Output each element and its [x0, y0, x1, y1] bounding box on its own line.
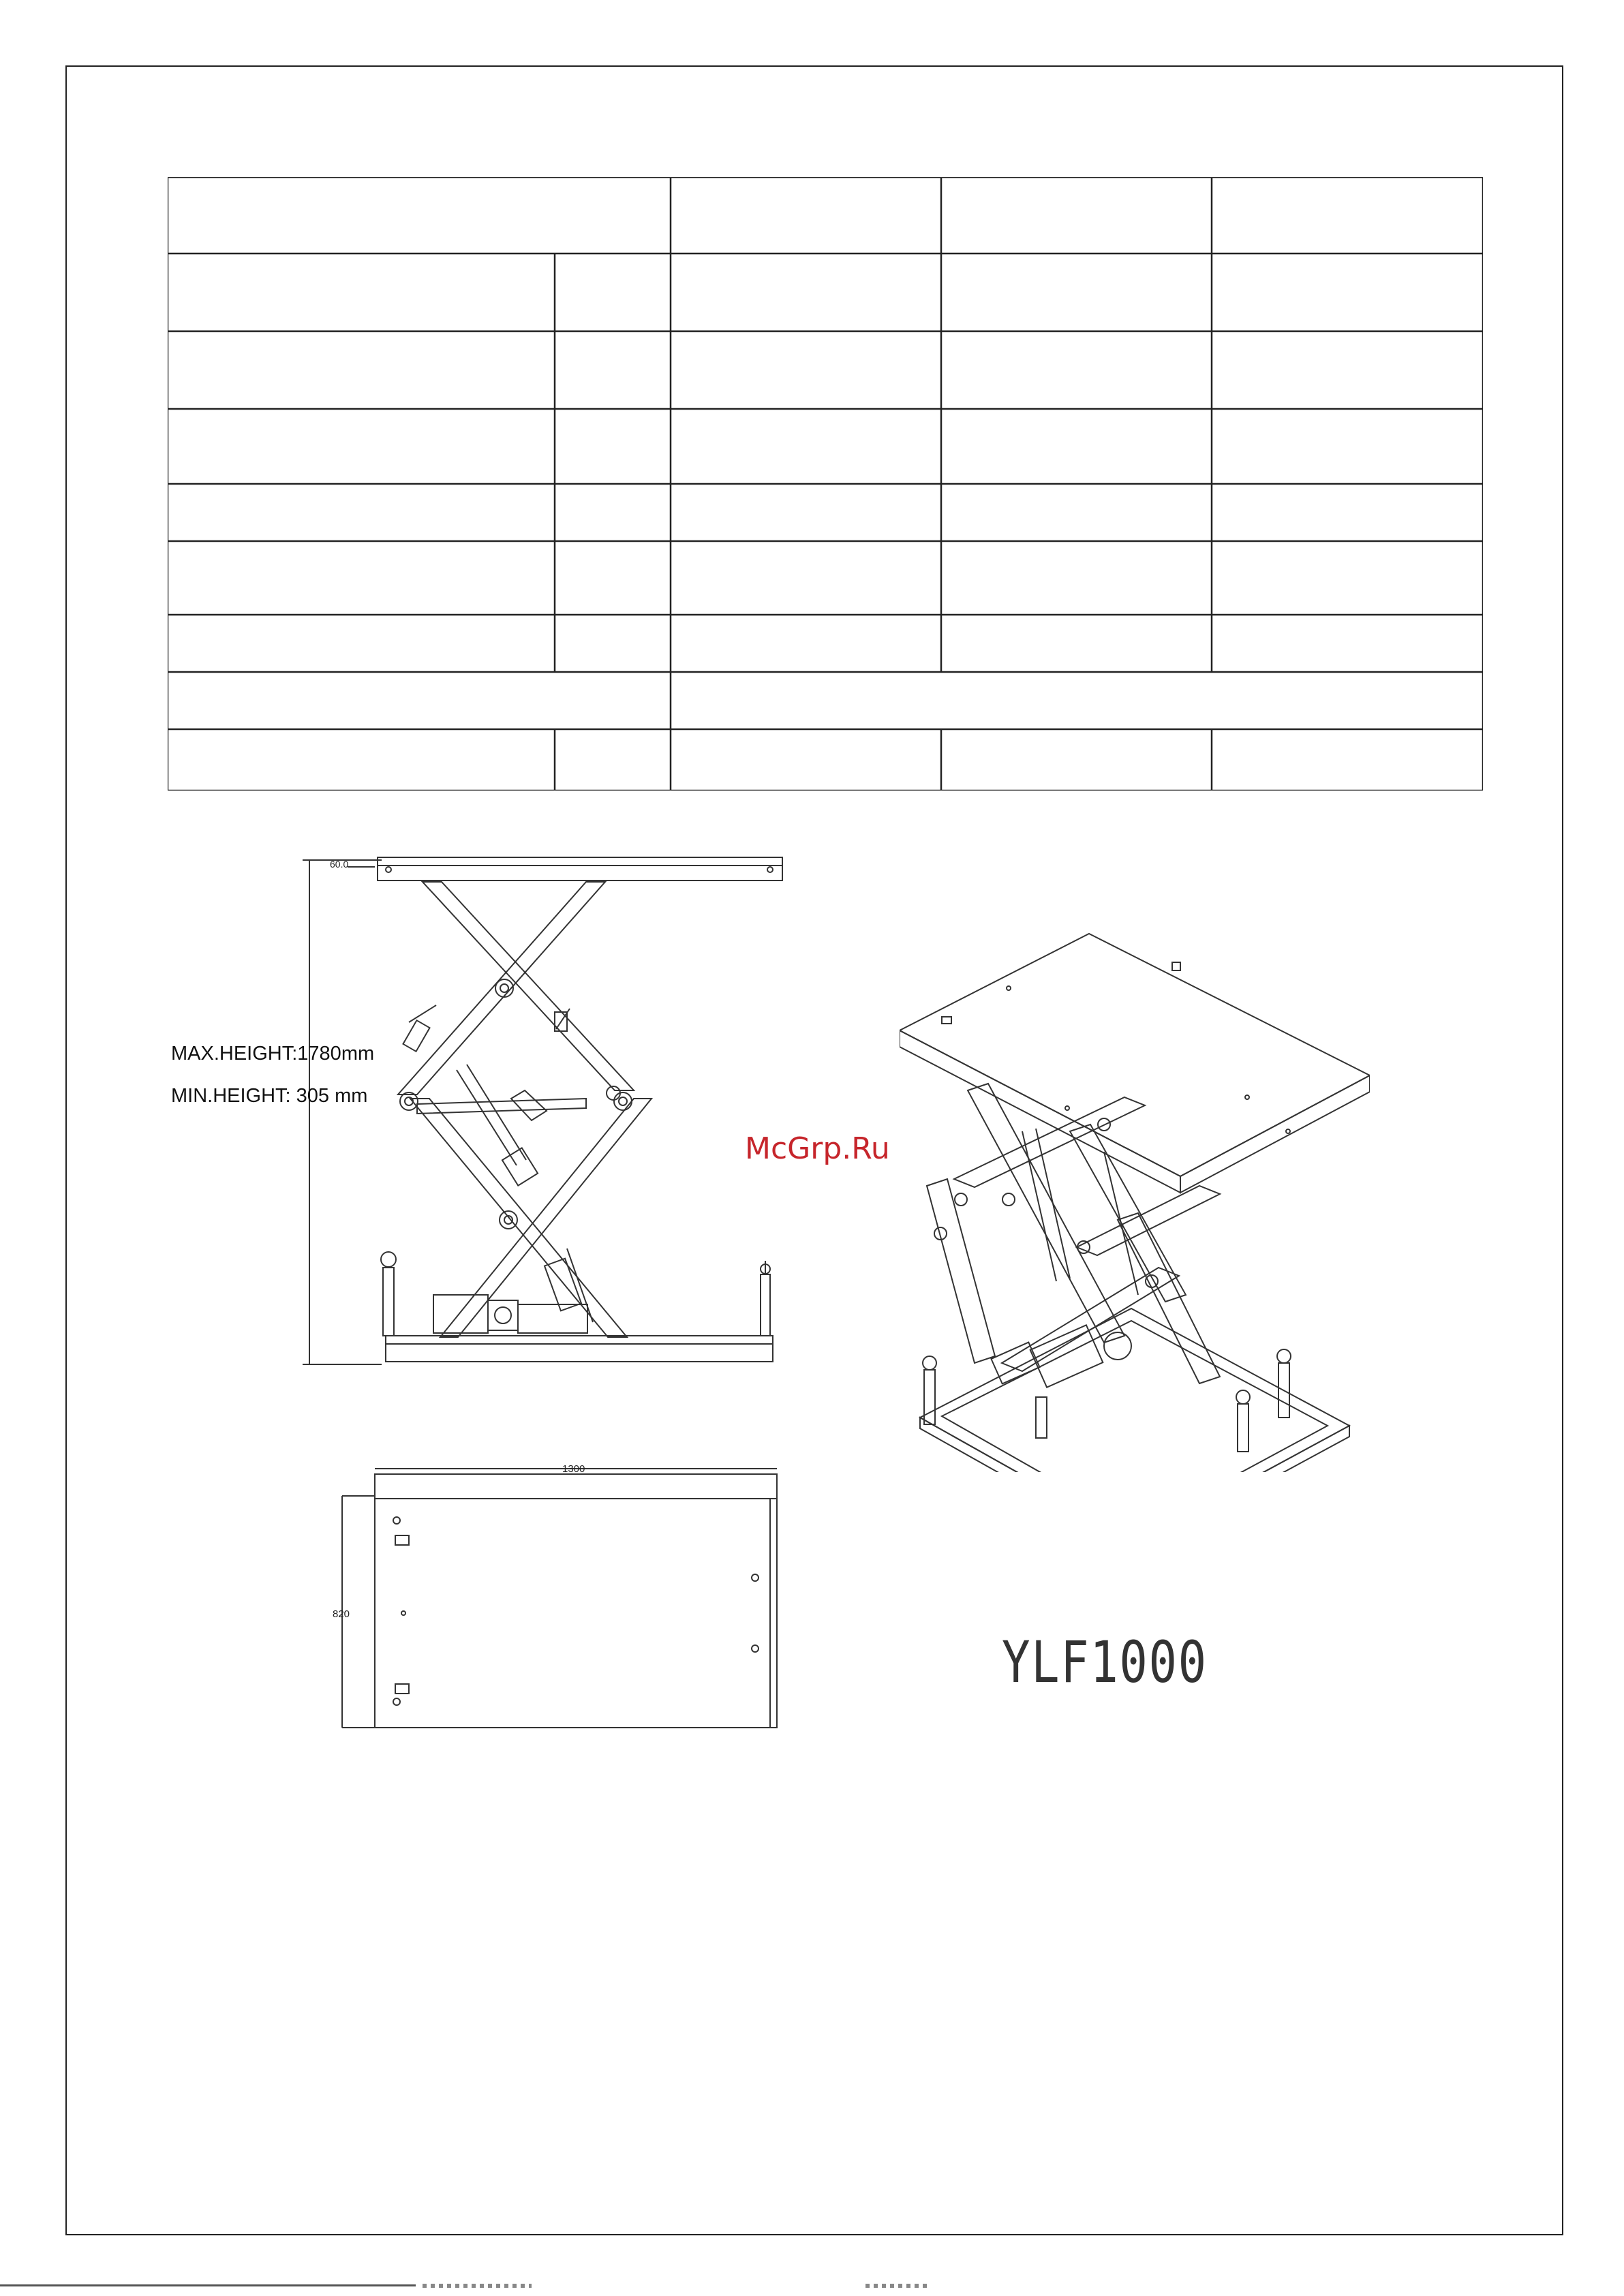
platform-thickness-label: 60.0 [330, 859, 349, 870]
footer-mark-right [865, 2284, 927, 2288]
top-width-label: 1300 [562, 1463, 585, 1475]
isometric-drawing [900, 927, 1370, 1472]
side-elevation-drawing [300, 852, 791, 1377]
specification-table-grid [168, 177, 1483, 791]
top-view-drawing [327, 1462, 791, 1734]
specification-table [168, 177, 1483, 791]
footer-rule [0, 2284, 416, 2286]
footer-mark-left [423, 2284, 532, 2288]
model-name: YLF1000 [1002, 1629, 1208, 1696]
watermark-text: McGrp.Ru [745, 1131, 890, 1166]
max-height-label: MAX.HEIGHT:1780mm [171, 1043, 375, 1065]
top-depth-label: 820 [333, 1608, 350, 1620]
min-height-label: MIN.HEIGHT: 305 mm [171, 1085, 368, 1107]
